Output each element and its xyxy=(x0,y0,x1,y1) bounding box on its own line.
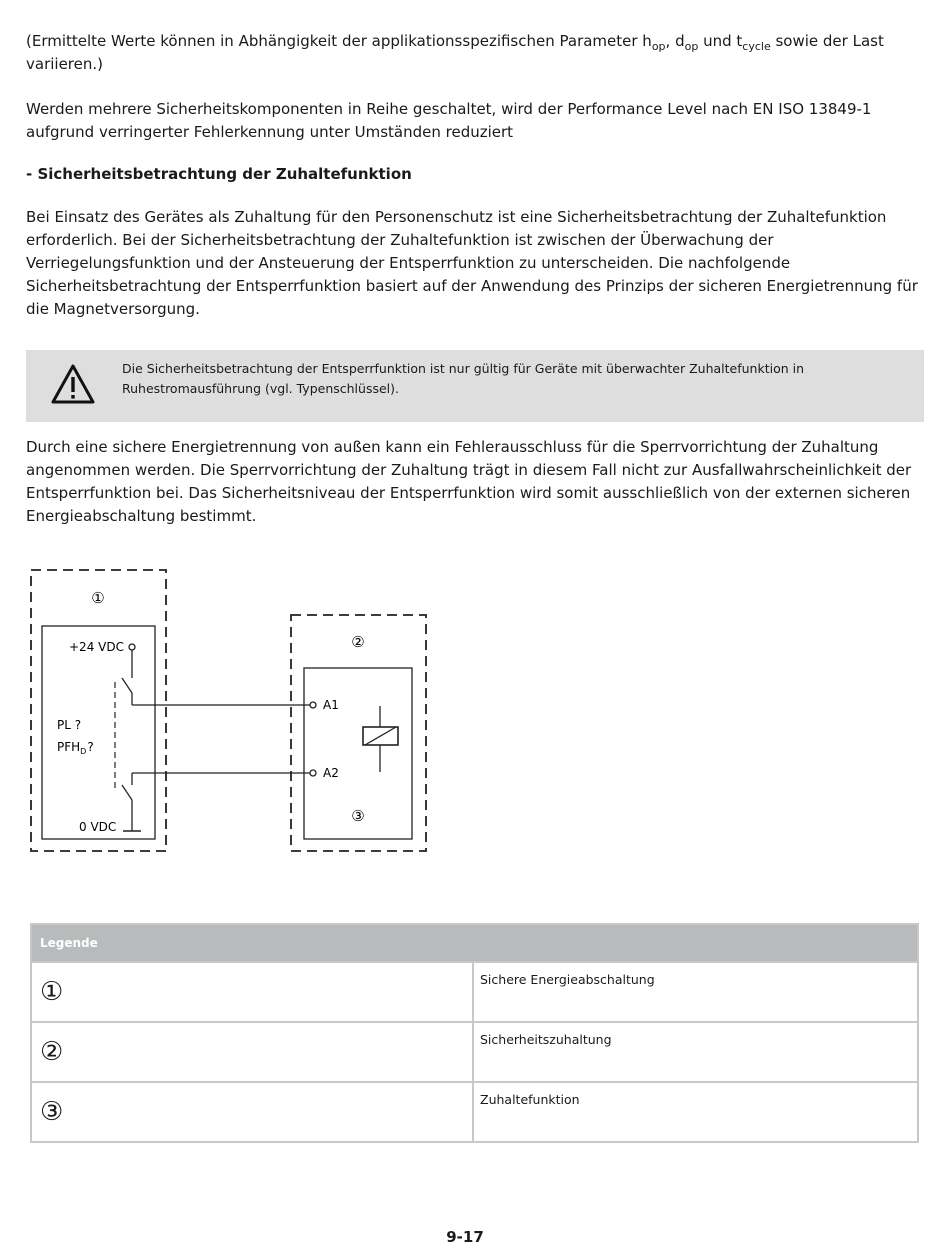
table-row xyxy=(31,962,918,1022)
legend-symbol: ② xyxy=(40,1037,64,1067)
label-pl: PL ? xyxy=(57,718,82,732)
label-a1: A1 xyxy=(323,698,339,712)
label-0vdc: 0 VDC xyxy=(79,820,117,834)
paragraph-energietrennung: Durch eine sichere Energietrennung von außen kann ein Fehlerausschluss für die Sperrvorrichtung der Zuhaltung angenommen werden. Die Sperrvorrichtung der Zuhaltung trägt in diesem Fall nicht zur Ausfallwahrscheinlichkeit der Entsperrfunktion bei. Das Sicherheitsniveau der Entsperrfunktion wird somit ausschließlich von der externen sicheren Energieabschaltung bestimmt. xyxy=(26,438,912,525)
safe-shutdown-enclosure xyxy=(31,570,166,851)
paragraph-zuhaltefunktion: Bei Einsatz des Gerätes als Zuhaltung für den Personenschutz ist eine Sicherheitsbetrachtung der Zuhaltefunktion erforderlich. Bei der Sicherheitsbetrachtung der Zuhaltefunktion ist zwischen der Überwachung der Verriegelungsfunktion und der Ansteuerung der Entsperrfunktion zu unterscheiden. Die nachfolgende Sicherheitsbetrachtung der Entsperrfunktion basiert auf der Anwendung des Prinzips der sicheren Energietrennung für die Magnetversorgung. xyxy=(26,208,918,318)
legend-text: Sicherheitszuhaltung xyxy=(480,1032,612,1047)
legend-symbol-cell xyxy=(31,1082,473,1142)
text-segment: und t xyxy=(698,32,743,50)
label-24vdc: +24 VDC xyxy=(69,640,124,654)
warning-triangle-icon xyxy=(50,363,96,405)
section-heading: - Sicherheitsbetrachtung der Zuhaltefunktion xyxy=(26,165,412,183)
legend-table xyxy=(30,923,919,1143)
legend-text-cell xyxy=(473,1022,918,1082)
legend-symbol: ① xyxy=(40,977,64,1007)
text-segment: , d xyxy=(665,32,685,50)
intro-paragraph-performance-level: Werden mehrere Sicherheitskomponenten in Reihe geschaltet, wird der Performance Level nach EN ISO 13849-1 aufgrund verringerter Fehlerkennung unter Umständen reduziert xyxy=(26,100,872,141)
legend-text: Sichere Energieabschaltung xyxy=(480,972,655,987)
label-pfhd: $PFH_D$? xyxy=(57,740,94,756)
subscript: op xyxy=(684,40,699,53)
legend-text-cell xyxy=(473,1082,918,1142)
subscript: op xyxy=(651,40,666,53)
label-a2: A2 xyxy=(323,766,339,780)
terminal-24vdc xyxy=(129,644,135,650)
page-number: 9-17 xyxy=(446,1228,484,1246)
legend-text-cell xyxy=(473,962,918,1022)
text-segment: (Ermittelte Werte können in Abhängigkeit der applikationsspezifischen Parameter h xyxy=(26,32,652,50)
legend-symbol: ③ xyxy=(40,1097,64,1127)
warning-box xyxy=(26,350,924,422)
table-row xyxy=(31,1082,918,1142)
legend-header: Legende xyxy=(31,924,918,962)
marker-3: ③ xyxy=(351,807,365,825)
subscript: cycle xyxy=(742,40,771,53)
terminal-a1 xyxy=(310,702,316,708)
text-segment: sowie der Last variieren.) xyxy=(26,32,884,73)
table-row xyxy=(31,1022,918,1082)
safe-shutdown-device xyxy=(42,626,155,839)
legend-symbol-cell xyxy=(31,1022,473,1082)
legend-text: Zuhaltefunktion xyxy=(480,1092,580,1107)
wiring-diagram xyxy=(26,560,436,860)
terminal-a2 xyxy=(310,770,316,776)
legend-symbol-cell xyxy=(31,962,473,1022)
warning-text: Die Sicherheitsbetrachtung der Entsperrfunktion ist nur gültig für Geräte mit überwachter Zuhaltefunktion in Ruhestromausführung (vgl. Typenschlüssel). xyxy=(122,361,805,396)
marker-2: ② xyxy=(351,633,365,651)
marker-1: ① xyxy=(91,589,105,607)
switch-lower xyxy=(122,785,132,800)
intro-paragraph-parameters xyxy=(26,30,926,76)
switch-upper xyxy=(122,678,132,693)
